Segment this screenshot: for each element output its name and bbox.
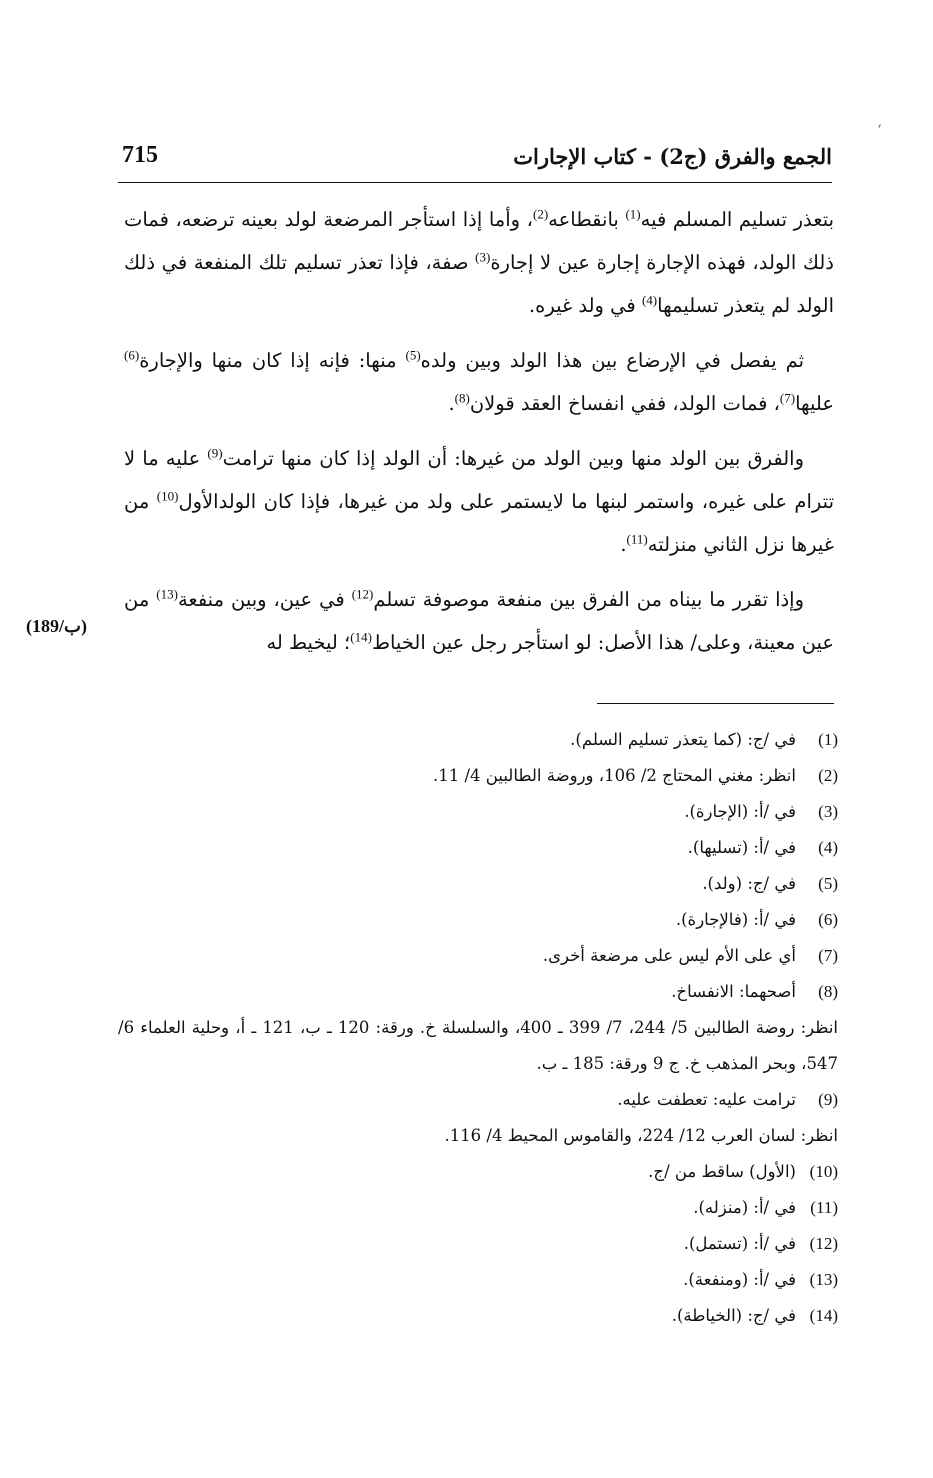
paragraph [124,578,834,664]
paragraph [124,198,834,327]
footnote-text: في /ج: (ولد). [702,874,796,893]
footnote-item [118,938,838,974]
running-title: الجمع والفرق (ج2) - كتاب الإجارات [513,144,832,169]
text-run: ، وأما إذا استأجر المرضعة لولد بعينه ترضعه، فمات ذلك الولد، فهذه الإجارة إجارة عين لا إجارة [124,208,834,274]
text-run: وإذا تقرر ما بيناه من الفرق بين منفعة موصوفة تسلم [373,588,805,611]
footnote-text: انظر: مغني المحتاج 2/ 106، وروضة الطالبين 4/ 11. [432,766,796,785]
footnote-marker: (6) [124,347,140,363]
footnote-marker: (11) [626,531,648,547]
paragraph [124,437,834,566]
main-text [124,198,834,676]
footnote-text: أصحهما: الانفساخ. [671,982,796,1001]
footnote-text: في /أ: (الإجارة). [684,802,796,821]
footnote-item [118,902,838,938]
footnote-marker: (7) [779,390,796,406]
footnote-marker: (12) [351,586,374,602]
footnotes [118,722,838,1334]
text-run: عليها [795,392,834,415]
footnote-marker: (10) [156,488,179,504]
footnote-marker: (5) [405,347,421,363]
text-run: عليه ما لا تترام على غيره، واستمر لبنها ما لايستمر على ولد من غيرها، فإذا كان الولدالأول [124,447,834,513]
footnote-text: في /أ: (فالإجارة). [675,910,796,929]
footnote-number: (13) [809,1270,838,1289]
footnote-number: (14) [809,1306,838,1325]
footnote-number: (10) [809,1162,838,1181]
footnote-number: (12) [809,1234,838,1253]
text-run: ثم يفصل في الإرضاع بين هذا الولد وبين ولده [420,349,804,372]
footnote-text: أي على الأم ليس على مرضعة أخرى. [542,946,796,965]
manuscript-folio-note: (189/ب) [26,616,87,636]
footnote-number: (7) [818,946,838,965]
footnote-marker: (13) [156,586,178,602]
footnote-text: في /ج: (الخياطة). [671,1306,796,1325]
text-run: صفة، فإذا تعذر تسليم تلك المنفعة في ذلك الولد لم يتعذر تسليمها [124,251,834,317]
footnote-marker: (14) [350,629,372,645]
footnote-item [118,794,838,830]
footnote-text: في /ج: (كما يتعذر تسليم السلم). [570,730,796,749]
footnote-number: (6) [818,910,838,929]
footnote-item [118,1298,838,1334]
text-run: من غيرها نزل الثاني منزلته [124,490,834,556]
footnote-marker: (9) [207,445,223,461]
text-run: في ولد غيره. [528,294,642,317]
text-run: بتعذر تسليم المسلم فيه [640,208,835,231]
footnote-number: (8) [818,982,838,1001]
footnote-item [118,974,838,1010]
paragraph [124,339,834,425]
footnote-text: في /أ: (ومنفعة). [683,1270,796,1289]
footnote-number: (1) [818,730,838,749]
footnote-number: (9) [818,1090,838,1109]
footnote-marker: (8) [454,390,470,406]
text-run: بانقطاعه [548,208,626,231]
text-run: . [620,533,627,556]
footnote-text: في /أ: (تسليها). [687,838,796,857]
footnote-text: في /أ: (تستمل). [683,1234,796,1253]
footnote-item [118,830,838,866]
text-run: في عين، وبين منفعة [177,588,352,611]
corner-mark: ׳ [878,120,882,136]
footnote-item [118,1154,838,1190]
footnote-item [118,1190,838,1226]
footnote-number: (4) [818,838,838,857]
footnote-marker: (3) [475,249,491,265]
footnote-text: ترامت عليه: تعطفت عليه. [617,1090,796,1109]
footnote-marker: (1) [625,206,641,222]
footnote-text: في /أ: (منزله). [693,1198,796,1217]
text-run: منها: فإنه إذا كان منها والإجارة [139,349,406,372]
page-header [118,142,832,183]
text-run: . [448,392,455,415]
footnote-item [118,866,838,902]
footnote-separator [597,703,834,704]
footnote-continuation: انظر: لسان العرب 12/ 224، والقاموس المحيط 4/ 116. [444,1126,838,1145]
footnote-number: (11) [810,1198,838,1217]
footnote-item [118,1262,838,1298]
footnote-item [118,1226,838,1262]
footnote-item [118,722,838,758]
footnote-continuation: انظر: روضة الطالبين 5/ 244، 7/ 399 ـ 400، والسلسلة خ. ورقة: 120 ـ ب، 121 ـ أ، وحلية العلماء 6/ 547، وبحر المذهب خ. ج 9 ورقة: 185 ـ ب. [118,1018,838,1073]
text-run: ، فمات الولد، ففي انفساخ العقد قولان [469,392,780,415]
text-run: والفرق بين الولد منها وبين الولد من غيرها: أن الولد إذا كان منها ترامت [222,447,804,470]
footnote-number: (2) [818,766,838,785]
footnote-number: (5) [818,874,838,893]
footnote-item [118,1082,838,1118]
footnote-text: (الأول) ساقط من /ج. [648,1162,796,1181]
text-run: ؛ ليخيط له [266,631,351,654]
footnote-item [118,758,838,794]
page-number: 715 [122,142,158,168]
text-run: من عين معينة، وعلى/ هذا الأصل: لو استأجر رجل عين الخياط [124,588,834,654]
footnote-marker: (4) [641,292,658,308]
footnote-marker: (2) [532,206,549,222]
footnote-number: (3) [818,802,838,821]
